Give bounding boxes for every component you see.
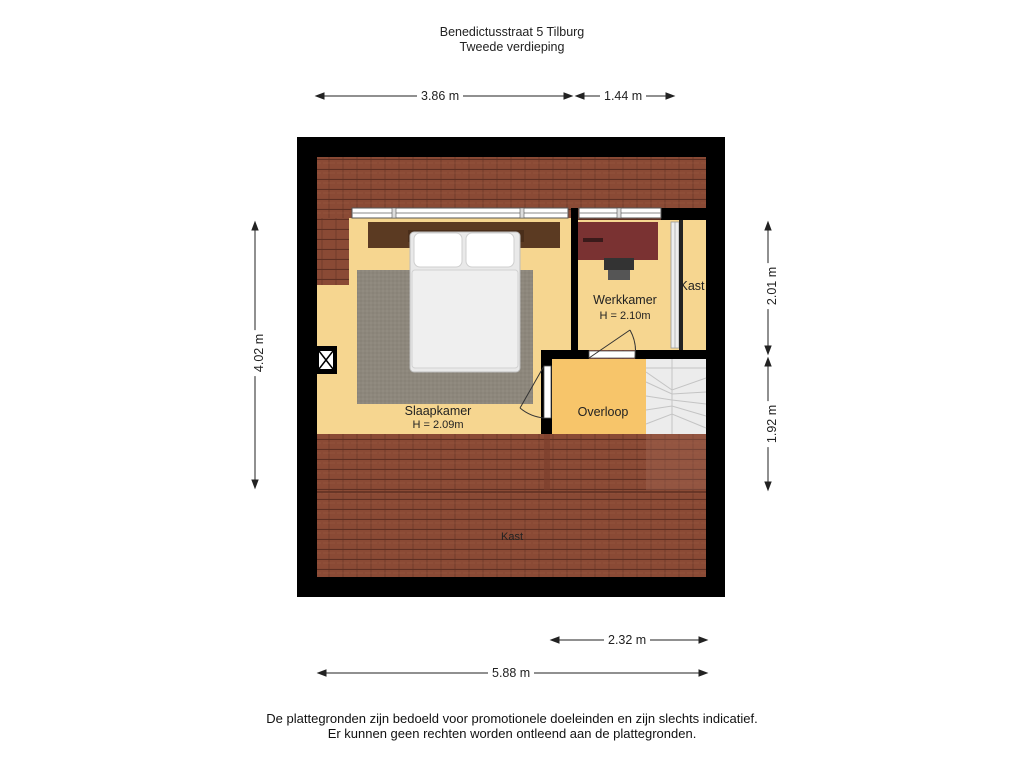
roof-left-slope [317,218,349,285]
wall-slaapkamer-werkkamer [571,208,578,358]
plan-address: Benedictusstraat 5 Tilburg [439,25,585,39]
dim-bottom-total: 5.88 m [488,666,534,680]
room-slaapkamer-name: Slaapkamer [404,404,472,418]
dim-right-upper: 2.01 m [765,263,779,309]
duvet [412,270,518,368]
disclaimer-line-1: De plattegronden zijn bedoeld voor promotionele doeleinden en zijn slechts indicatief. [266,711,758,726]
dim-top-left: 3.86 m [417,89,463,103]
disclaimer-line-2: Er kunnen geen rechten worden ontleend aan de plattegronden. [327,726,697,741]
chair [604,258,634,270]
room-overloop-name: Overloop [577,405,629,419]
room-werkkamer-height: H = 2.10m [599,310,651,322]
dim-left-height: 4.02 m [252,330,266,376]
dim-top-right: 1.44 m [600,89,646,103]
room-slaapkamer-height: H = 2.09m [412,419,464,431]
room-kast-small-name: Kast [679,279,705,293]
roof-top [317,157,706,209]
stairs [646,359,706,434]
plan-floor-name: Tweede verdieping [459,40,565,54]
pillow-left [414,233,462,267]
overloop-floor [552,359,646,434]
dim-right-lower: 1.92 m [765,401,779,447]
pillow-right [466,233,514,267]
wall-werkkamer-bottom [541,350,589,359]
dim-bottom-partial: 2.32 m [604,633,650,647]
room-werkkamer-name: Werkkamer [593,293,657,307]
room-kast-bottom-name: Kast [500,531,523,543]
